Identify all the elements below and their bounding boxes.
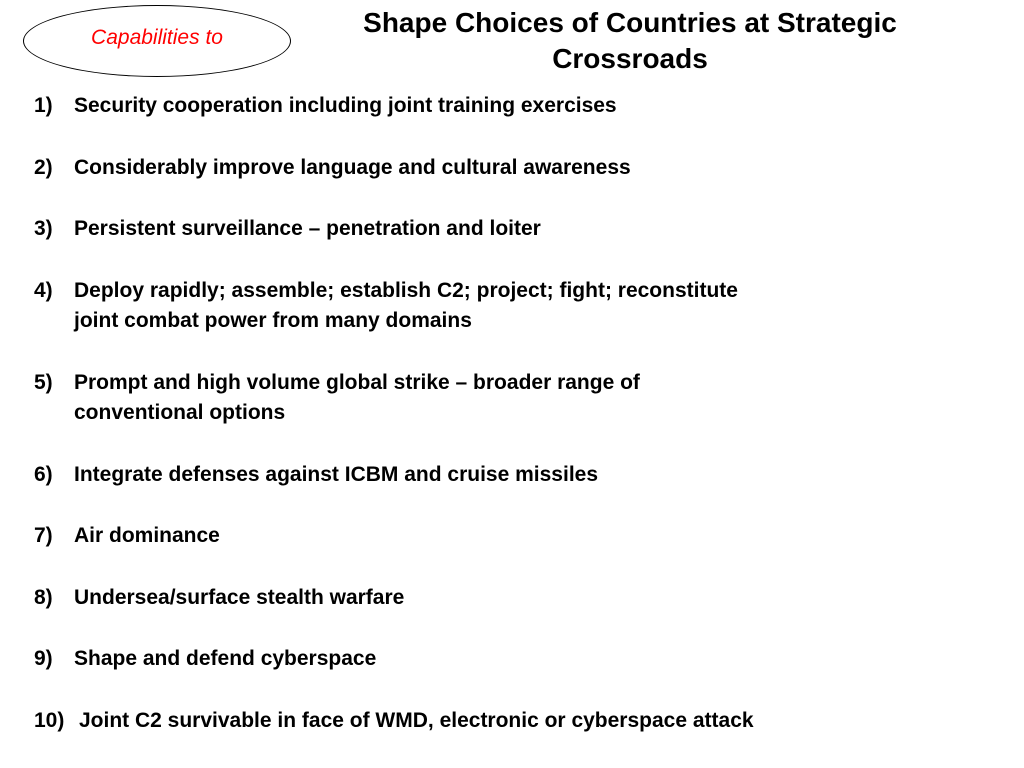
item-text-line: Shape and defend cyberspace xyxy=(74,647,377,670)
item-number: 4) xyxy=(34,278,53,302)
list-item-2 xyxy=(34,153,994,184)
item-text xyxy=(74,368,640,429)
capabilities-list xyxy=(34,91,994,767)
item-number: 8) xyxy=(34,585,53,609)
item-text-line: conventional options xyxy=(74,401,286,424)
item-text-line: Integrate defenses against ICBM and cruise missiles xyxy=(74,462,599,486)
item-text xyxy=(79,706,754,737)
item-number: 10) xyxy=(34,708,65,732)
item-text xyxy=(74,460,598,491)
item-number: 7) xyxy=(34,524,53,547)
title-line-2: Crossroads xyxy=(552,43,708,74)
list-item-4 xyxy=(34,276,994,337)
item-text xyxy=(74,214,541,245)
item-text-line: Joint C2 survivable in face of WMD, electronic or cyberspace attack xyxy=(79,708,754,732)
list-item-10 xyxy=(34,706,994,737)
item-text xyxy=(74,521,220,552)
item-number: 2) xyxy=(34,155,53,179)
item-number: 5) xyxy=(34,370,53,394)
list-item-9 xyxy=(34,644,994,675)
slide-title xyxy=(296,5,964,77)
item-text xyxy=(74,153,631,184)
item-text xyxy=(74,644,376,675)
item-text-line: Undersea/surface stealth warfare xyxy=(74,585,405,609)
list-item-6 xyxy=(34,460,994,491)
item-text-line: Considerably improve language and cultural awareness xyxy=(74,155,631,179)
item-text-line: Security cooperation including joint training exercises xyxy=(74,94,617,117)
item-text xyxy=(74,276,738,337)
list-item-8 xyxy=(34,583,994,614)
list-item-3 xyxy=(34,214,994,245)
list-item-5 xyxy=(34,368,994,429)
title-line-1: Shape Choices of Countries at Strategic xyxy=(363,7,897,38)
item-number: 3) xyxy=(34,217,53,240)
item-text xyxy=(74,583,404,614)
capabilities-oval-tag xyxy=(23,5,291,77)
item-number: 9) xyxy=(34,647,53,670)
list-item-1 xyxy=(34,91,994,122)
item-text-line: Air dominance xyxy=(74,524,220,547)
tag-label: Capabilities to xyxy=(91,26,223,49)
item-text xyxy=(74,91,617,122)
item-text-line: Prompt and high volume global strike – broader range of xyxy=(74,370,640,394)
item-text-line: Deploy rapidly; assemble; establish C2; project; fight; reconstitute xyxy=(74,278,738,302)
item-number: 6) xyxy=(34,462,53,486)
item-text-line: Persistent surveillance – penetration and loiter xyxy=(74,217,541,240)
item-number: 1) xyxy=(34,94,53,117)
item-text-line: joint combat power from many domains xyxy=(74,309,472,332)
list-item-7 xyxy=(34,521,994,552)
